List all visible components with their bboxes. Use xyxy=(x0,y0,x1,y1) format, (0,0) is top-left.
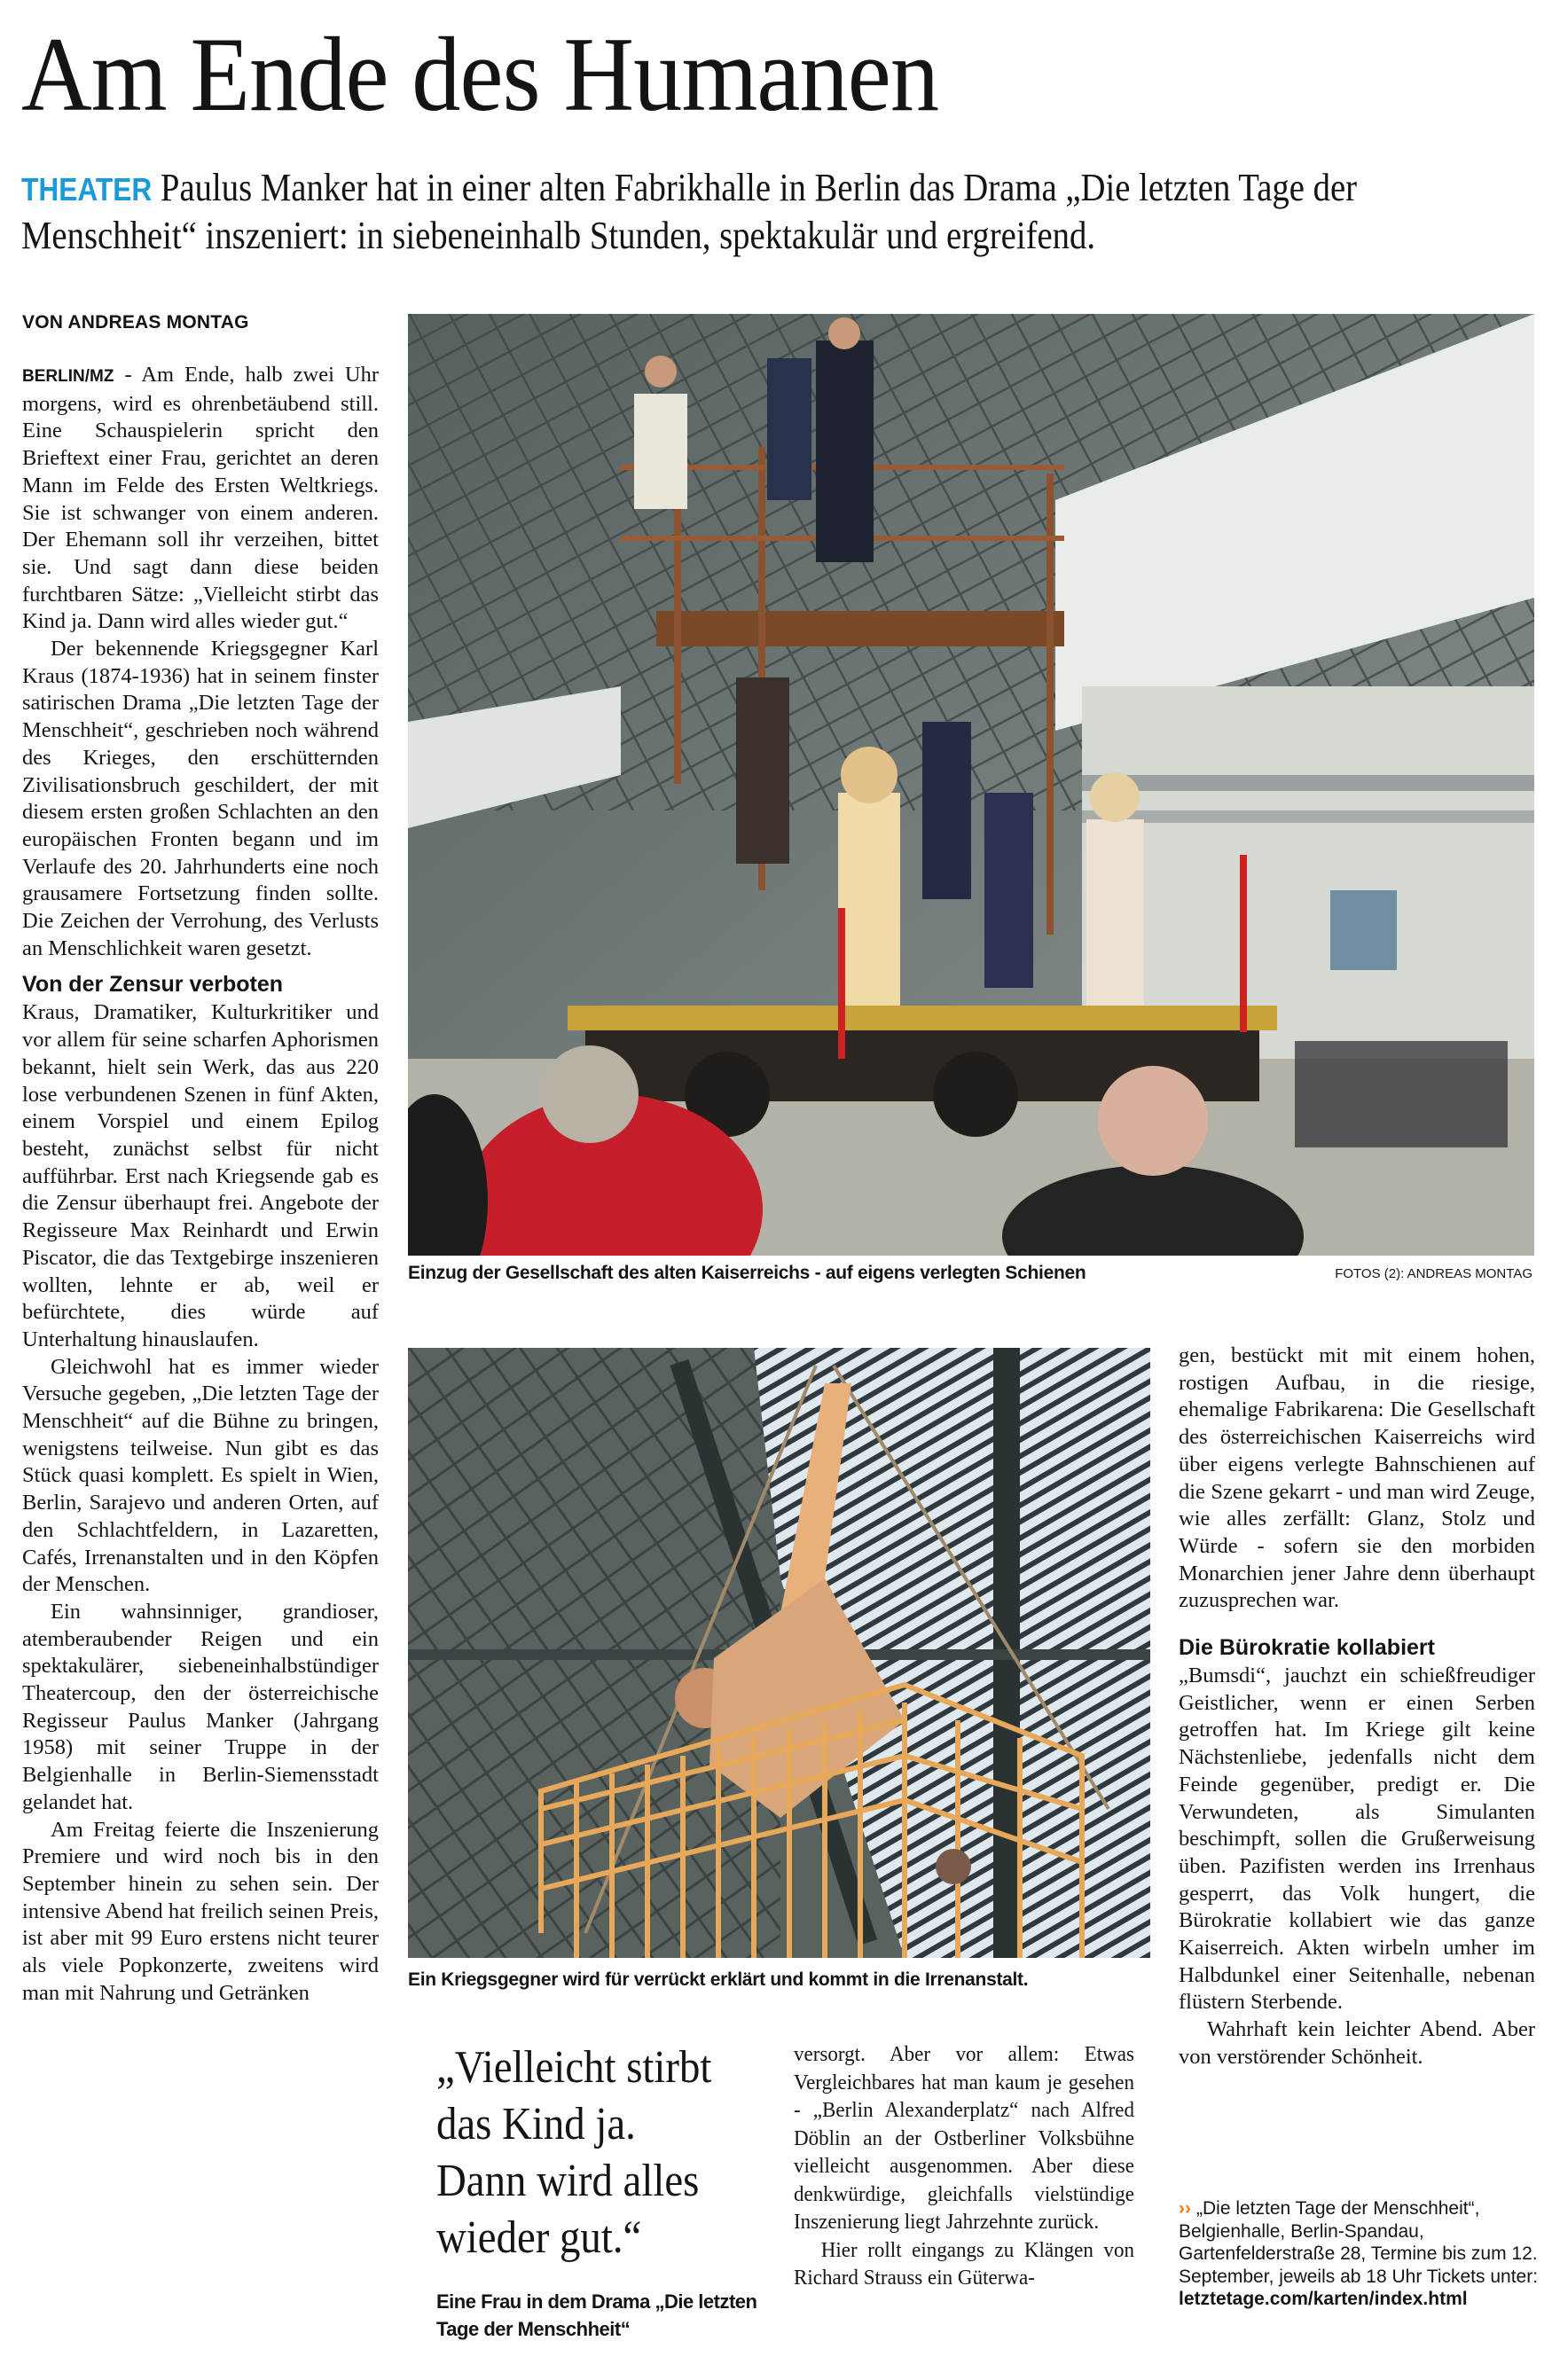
body-column-middle xyxy=(794,2041,1134,2293)
dek xyxy=(21,165,1504,259)
photo-hanging-cage-image xyxy=(408,1348,1150,1958)
dek-text: Paulus Manker hat in einer alten Fabrikhalle in Berlin das Drama „Die letzten Tage der Menschheit“ inszeniert: in siebeneinhalb Stunden, spektakulär und ergreifend. xyxy=(21,166,1358,257)
pull-quote-attribution: Eine Frau in dem Drama „Die letzten Tage der Menschheit“ xyxy=(436,2290,757,2340)
paragraph: Wahrhaft kein leichter Abend. Aber von verstörender Schönheit. xyxy=(1179,2017,1535,2069)
paragraph: versorgt. Aber vor allem: Etwas Vergleichbares hat man kaum je gesehen - „Berlin Alexanderplatz“ nach Alfred Döblin an der Ostberliner Volksbühne vielleicht ausgenommen. Aber diese denkwürdige, gleichfalls vielstündige Inszenierung liegt Jahrzehnte zurück. xyxy=(794,2043,1134,2234)
photo-caption: Ein Kriegsgegner wird für verrückt erklärt und kommt in die Irrenanstalt. xyxy=(408,1969,1029,1990)
photo-credit: FOTOS (2): ANDREAS MONTAG xyxy=(1335,1266,1532,1281)
body-column-right xyxy=(1179,1343,1535,2071)
chevron-right-icon: ›› xyxy=(1179,2198,1191,2219)
kicker-label: THEATER xyxy=(21,171,153,207)
paragraph: Der bekennende Kriegsgegner Karl Kraus (1874-1936) hat in seinem finster satirischen Drama „Die letzten Tage der Menschheit“, geschrieben noch während des Krieges, den erschütternden Zivilisationsbruch geschildert, der mit diesem ersten großen Schlachten an den europäischen Fronten begann und im Verlaufe des 20. Jahrhunderts eine noch grausamere Fortsetzung finden sollte. Die Zeichen der Verrohung, des Verlusts an Menschlichkeit waren gesetzt. xyxy=(22,637,379,960)
paragraph: „Bumsdi“, jauchzt ein schießfreudiger Geistlicher, wenn er einen Serben getroffen hat. Im Kriege gilt keine Nächstenliebe, jedenfalls nicht dem Feinde gegenüber, predigt er. Die Verwundeten, als Simulanten beschimpft, sollen die Grußerweisung üben. Pazifisten werden ins Irrenhaus gesperrt, das Volk hungert, die Bürokratie kollabiert wie das ganze Kaiserreich. Akten wirbeln umher im Halbdunkel einer Seitenhalle, nebenan flüstern Sterbende. xyxy=(1179,1664,1535,2015)
pull-quote: „Vielleicht stirbt das Kind ja. Dann wird alles wieder gut.“ xyxy=(436,2042,712,2263)
info-box xyxy=(1179,2197,1551,2311)
paragraph: Gleichwohl hat es immer wieder Versuche gegeben, „Die letzten Tage der Menschheit“ auf die Bühne zu bringen, wenigstens teilweise. Nun gibt es das Stück quasi komplett. Es spielt in Wien, Berlin, Sarajevo und anderen Orten, auf den Schlachtfeldern, in Lazaretten, Cafés, Irrenanstalten und in den Köpfen der Menschen. xyxy=(22,1354,379,1597)
paragraph xyxy=(22,362,379,636)
ticket-link[interactable]: letztetage.com/karten/index.html xyxy=(1179,2289,1468,2309)
paragraph: gen, bestückt mit mit einem hohen, rostigen Aufbau, in die riesige, ehemalige Fabrikarena: Die Gesellschaft des österreichischen Kaiserreichs wird über eigens verlegte Bahnschienen auf die Szene gekarrt - und man wird Zeuge, wie alles zerfällt: Glanz, Stolz und Würde - sofern sie den morbiden Monarchien jener Jahre denn überhaupt zuzusprechen war. xyxy=(1179,1343,1535,1613)
paragraph: Am Freitag feierte die Inszenierung Premiere und wird noch bis in den September hinein zu sehen sein. Der intensive Abend hat freilich seinen Preis, ist aber mit 99 Euro erstens nicht teurer als viele Popkonzerte, zweitens wird man mit Nahrung und Getränken xyxy=(22,1817,379,2005)
paragraph: Ein wahnsinniger, grandioser, atemberaubender Reigen und ein spektakulärer, siebeneinhalbstündiger Theatercoup, den der österreichische Regisseur Paulus Manker (Jahrgang 1958) mit seiner Truppe in der Belgienhalle in Berlin-Siemensstadt gelandet hat. xyxy=(22,1599,379,1814)
headline: Am Ende des Humanen xyxy=(21,15,939,133)
paragraph: Hier rollt eingangs zu Klängen von Richard Strauss ein Güterwa- xyxy=(794,2238,1134,2290)
subheading: Die Bürokratie kollabiert xyxy=(1179,1635,1435,1661)
byline: VON ANDREAS MONTAG xyxy=(22,312,249,333)
dateline: BERLIN/MZ xyxy=(22,367,114,386)
info-text: „Die letzten Tage der Menschheit“, Belgienhalle, Berlin-Spandau, Gartenfelderstraße 28, Termine bis zum 12. September, jeweils ab 18 Uhr Tickets unter: xyxy=(1179,2198,1539,2287)
paragraph: Kraus, Dramatiker, Kulturkritiker und vor allem für seine scharfen Aphorismen bekannt, hielt sein Werk, das aus 220 lose verbundenen Szenen in fünf Akten, einem Vorspiel und einem Epilog besteht, zunächst selbst für nicht aufführbar. Erst nach Kriegsende gab es die Zensur überhaupt frei. Angebote der Regisseure Max Reinhardt und Erwin Piscator, die das Textgebirge inszenieren wollten, lehnte er ab, weil er befürchtete, dies würde auf Unterhaltung hinauslaufen. xyxy=(22,1000,379,1351)
photo-stage-wagon xyxy=(408,314,1534,1256)
photo-stage-wagon-image xyxy=(408,314,1534,1256)
subheading: Von der Zensur verboten xyxy=(22,972,284,998)
photo-hanging-cage xyxy=(408,1348,1150,1958)
paragraph-text: - Am Ende, halb zwei Uhr morgens, wird es ohrenbetäubend still. Eine Schauspielerin spricht den Brieftext einer Frau, gerichtet an deren Mann im Felde des Ersten Weltkriegs. Sie ist schwanger von einem anderen. Der Ehemann soll ihr verzeihen, bittet sie. Und sagt dann diese beiden furchtbaren Sätze: „Vielleicht stirbt das Kind ja. Dann wird alles wieder gut.“ xyxy=(22,363,379,634)
photo-caption: Einzug der Gesellschaft des alten Kaiserreichs - auf eigens verlegten Schienen xyxy=(408,1263,1086,1283)
body-column-left xyxy=(22,362,379,2007)
